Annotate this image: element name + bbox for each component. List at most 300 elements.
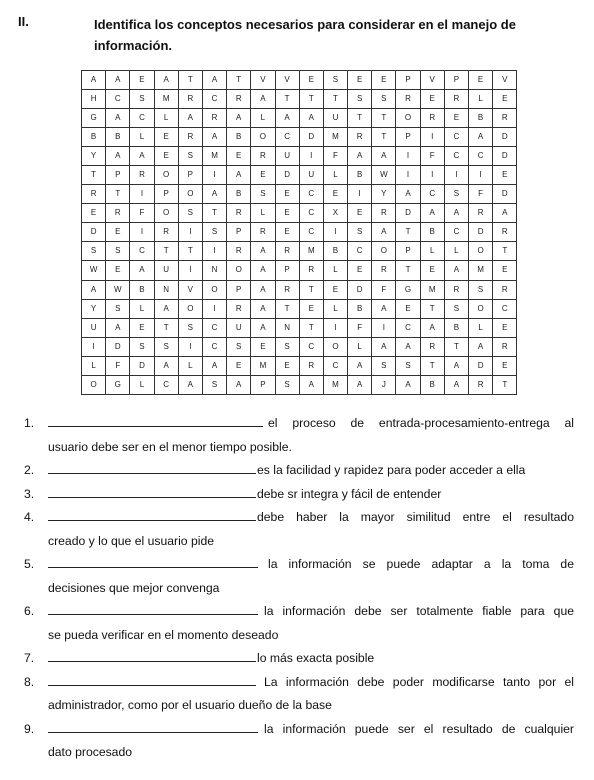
grid-cell[interactable]: A: [444, 375, 468, 394]
grid-cell[interactable]: R: [251, 147, 275, 166]
grid-cell[interactable]: R: [348, 128, 372, 147]
grid-cell[interactable]: C: [444, 223, 468, 242]
grid-cell[interactable]: S: [275, 337, 299, 356]
grid-cell[interactable]: E: [469, 71, 493, 90]
grid-cell[interactable]: R: [130, 166, 154, 185]
grid-cell[interactable]: L: [469, 90, 493, 109]
answer-blank[interactable]: [48, 648, 256, 662]
grid-cell[interactable]: C: [202, 337, 226, 356]
grid-cell[interactable]: E: [299, 71, 323, 90]
grid-cell[interactable]: R: [82, 185, 106, 204]
grid-cell[interactable]: T: [372, 109, 396, 128]
grid-cell[interactable]: T: [420, 356, 444, 375]
grid-cell[interactable]: E: [251, 166, 275, 185]
grid-cell[interactable]: S: [348, 90, 372, 109]
grid-cell[interactable]: T: [420, 299, 444, 318]
grid-cell[interactable]: B: [420, 375, 444, 394]
grid-cell[interactable]: T: [323, 90, 347, 109]
grid-cell[interactable]: A: [251, 280, 275, 299]
answer-blank[interactable]: [48, 672, 256, 686]
answer-blank[interactable]: [48, 507, 256, 521]
grid-cell[interactable]: R: [227, 299, 251, 318]
grid-cell[interactable]: T: [299, 318, 323, 337]
grid-cell[interactable]: C: [444, 147, 468, 166]
grid-cell[interactable]: E: [275, 204, 299, 223]
grid-cell[interactable]: L: [469, 318, 493, 337]
grid-cell[interactable]: E: [493, 261, 517, 280]
grid-cell[interactable]: P: [396, 71, 420, 90]
grid-cell[interactable]: C: [202, 318, 226, 337]
grid-cell[interactable]: N: [154, 280, 178, 299]
grid-cell[interactable]: E: [130, 318, 154, 337]
grid-cell[interactable]: A: [493, 204, 517, 223]
grid-cell[interactable]: R: [299, 356, 323, 375]
grid-cell[interactable]: O: [178, 299, 202, 318]
grid-cell[interactable]: C: [275, 128, 299, 147]
grid-cell[interactable]: F: [469, 185, 493, 204]
grid-cell[interactable]: A: [348, 147, 372, 166]
grid-cell[interactable]: D: [106, 337, 130, 356]
grid-cell[interactable]: R: [202, 109, 226, 128]
grid-cell[interactable]: T: [396, 261, 420, 280]
grid-cell[interactable]: B: [444, 318, 468, 337]
grid-cell[interactable]: I: [444, 166, 468, 185]
grid-cell[interactable]: A: [444, 356, 468, 375]
grid-cell[interactable]: C: [154, 375, 178, 394]
grid-cell[interactable]: S: [178, 147, 202, 166]
answer-blank[interactable]: [48, 460, 256, 474]
grid-cell[interactable]: A: [372, 299, 396, 318]
grid-cell[interactable]: E: [106, 223, 130, 242]
grid-cell[interactable]: I: [420, 128, 444, 147]
grid-cell[interactable]: M: [202, 147, 226, 166]
grid-cell[interactable]: E: [323, 280, 347, 299]
grid-cell[interactable]: A: [227, 109, 251, 128]
grid-cell[interactable]: T: [493, 375, 517, 394]
grid-cell[interactable]: E: [227, 147, 251, 166]
grid-cell[interactable]: T: [299, 90, 323, 109]
grid-cell[interactable]: T: [202, 204, 226, 223]
grid-cell[interactable]: T: [106, 185, 130, 204]
grid-cell[interactable]: I: [323, 318, 347, 337]
grid-cell[interactable]: A: [202, 185, 226, 204]
grid-cell[interactable]: A: [372, 337, 396, 356]
grid-cell[interactable]: E: [348, 204, 372, 223]
grid-cell[interactable]: P: [251, 375, 275, 394]
grid-cell[interactable]: S: [178, 204, 202, 223]
grid-cell[interactable]: G: [396, 280, 420, 299]
grid-cell[interactable]: D: [130, 356, 154, 375]
grid-cell[interactable]: C: [202, 90, 226, 109]
grid-cell[interactable]: J: [372, 375, 396, 394]
grid-cell[interactable]: F: [372, 280, 396, 299]
grid-cell[interactable]: S: [106, 299, 130, 318]
grid-cell[interactable]: A: [227, 166, 251, 185]
grid-cell[interactable]: S: [444, 299, 468, 318]
grid-cell[interactable]: D: [493, 128, 517, 147]
grid-cell[interactable]: G: [82, 109, 106, 128]
grid-cell[interactable]: C: [444, 128, 468, 147]
grid-cell[interactable]: I: [202, 242, 226, 261]
grid-cell[interactable]: P: [178, 166, 202, 185]
grid-cell[interactable]: O: [178, 185, 202, 204]
answer-blank[interactable]: [48, 484, 256, 498]
grid-cell[interactable]: T: [178, 71, 202, 90]
grid-cell[interactable]: D: [469, 223, 493, 242]
grid-cell[interactable]: I: [82, 337, 106, 356]
grid-cell[interactable]: E: [227, 356, 251, 375]
grid-cell[interactable]: U: [323, 109, 347, 128]
grid-cell[interactable]: A: [178, 375, 202, 394]
grid-cell[interactable]: L: [130, 299, 154, 318]
grid-cell[interactable]: I: [323, 223, 347, 242]
grid-cell[interactable]: S: [323, 71, 347, 90]
grid-cell[interactable]: L: [251, 109, 275, 128]
grid-cell[interactable]: S: [348, 223, 372, 242]
grid-cell[interactable]: E: [348, 71, 372, 90]
grid-cell[interactable]: A: [82, 280, 106, 299]
grid-cell[interactable]: T: [178, 242, 202, 261]
grid-cell[interactable]: R: [275, 242, 299, 261]
grid-cell[interactable]: C: [299, 204, 323, 223]
grid-cell[interactable]: E: [372, 71, 396, 90]
grid-cell[interactable]: T: [227, 71, 251, 90]
grid-cell[interactable]: R: [444, 280, 468, 299]
grid-cell[interactable]: E: [493, 318, 517, 337]
grid-cell[interactable]: A: [469, 337, 493, 356]
grid-cell[interactable]: I: [130, 185, 154, 204]
grid-cell[interactable]: O: [154, 204, 178, 223]
grid-cell[interactable]: U: [154, 261, 178, 280]
grid-cell[interactable]: T: [275, 90, 299, 109]
grid-cell[interactable]: P: [227, 223, 251, 242]
grid-cell[interactable]: E: [493, 166, 517, 185]
grid-cell[interactable]: O: [154, 166, 178, 185]
grid-cell[interactable]: L: [130, 128, 154, 147]
grid-cell[interactable]: O: [82, 375, 106, 394]
grid-cell[interactable]: E: [493, 356, 517, 375]
grid-cell[interactable]: I: [130, 223, 154, 242]
grid-cell[interactable]: C: [493, 299, 517, 318]
grid-cell[interactable]: L: [82, 356, 106, 375]
grid-cell[interactable]: A: [106, 71, 130, 90]
grid-cell[interactable]: E: [275, 185, 299, 204]
grid-cell[interactable]: I: [299, 147, 323, 166]
grid-cell[interactable]: B: [420, 223, 444, 242]
grid-cell[interactable]: V: [275, 71, 299, 90]
grid-cell[interactable]: R: [469, 204, 493, 223]
grid-cell[interactable]: A: [106, 109, 130, 128]
grid-cell[interactable]: O: [323, 337, 347, 356]
grid-cell[interactable]: I: [178, 261, 202, 280]
grid-cell[interactable]: P: [396, 128, 420, 147]
grid-cell[interactable]: T: [348, 109, 372, 128]
grid-cell[interactable]: D: [82, 223, 106, 242]
grid-cell[interactable]: A: [251, 318, 275, 337]
grid-cell[interactable]: S: [372, 356, 396, 375]
grid-cell[interactable]: A: [251, 299, 275, 318]
grid-cell[interactable]: O: [469, 242, 493, 261]
grid-cell[interactable]: E: [323, 185, 347, 204]
grid-cell[interactable]: V: [251, 71, 275, 90]
grid-cell[interactable]: S: [106, 242, 130, 261]
grid-cell[interactable]: T: [372, 128, 396, 147]
grid-cell[interactable]: B: [106, 128, 130, 147]
grid-cell[interactable]: I: [202, 299, 226, 318]
grid-cell[interactable]: A: [444, 261, 468, 280]
grid-cell[interactable]: A: [106, 318, 130, 337]
grid-cell[interactable]: S: [130, 90, 154, 109]
grid-cell[interactable]: S: [154, 337, 178, 356]
grid-cell[interactable]: D: [493, 185, 517, 204]
grid-cell[interactable]: A: [154, 299, 178, 318]
grid-cell[interactable]: L: [130, 375, 154, 394]
grid-cell[interactable]: C: [323, 356, 347, 375]
grid-cell[interactable]: T: [275, 299, 299, 318]
grid-cell[interactable]: U: [82, 318, 106, 337]
grid-cell[interactable]: A: [130, 261, 154, 280]
grid-cell[interactable]: E: [299, 299, 323, 318]
grid-cell[interactable]: A: [396, 337, 420, 356]
grid-cell[interactable]: S: [178, 318, 202, 337]
grid-cell[interactable]: L: [251, 204, 275, 223]
grid-cell[interactable]: B: [469, 109, 493, 128]
grid-cell[interactable]: P: [275, 261, 299, 280]
grid-cell[interactable]: F: [106, 356, 130, 375]
grid-cell[interactable]: O: [202, 280, 226, 299]
grid-cell[interactable]: G: [106, 375, 130, 394]
grid-cell[interactable]: A: [372, 223, 396, 242]
grid-cell[interactable]: A: [396, 375, 420, 394]
grid-cell[interactable]: U: [299, 166, 323, 185]
grid-cell[interactable]: O: [251, 128, 275, 147]
grid-cell[interactable]: A: [202, 71, 226, 90]
grid-cell[interactable]: M: [323, 128, 347, 147]
grid-cell[interactable]: L: [178, 356, 202, 375]
grid-cell[interactable]: S: [202, 223, 226, 242]
grid-cell[interactable]: S: [130, 337, 154, 356]
grid-cell[interactable]: D: [275, 166, 299, 185]
grid-cell[interactable]: R: [178, 128, 202, 147]
grid-cell[interactable]: A: [251, 90, 275, 109]
grid-cell[interactable]: W: [106, 280, 130, 299]
grid-cell[interactable]: A: [348, 375, 372, 394]
grid-cell[interactable]: A: [299, 109, 323, 128]
grid-cell[interactable]: M: [299, 242, 323, 261]
grid-cell[interactable]: R: [396, 90, 420, 109]
grid-cell[interactable]: V: [420, 71, 444, 90]
grid-cell[interactable]: C: [348, 242, 372, 261]
grid-cell[interactable]: H: [82, 90, 106, 109]
grid-cell[interactable]: R: [178, 90, 202, 109]
grid-cell[interactable]: C: [469, 147, 493, 166]
grid-cell[interactable]: E: [251, 337, 275, 356]
grid-cell[interactable]: Y: [82, 147, 106, 166]
grid-cell[interactable]: R: [227, 90, 251, 109]
grid-cell[interactable]: C: [130, 242, 154, 261]
grid-cell[interactable]: A: [227, 375, 251, 394]
grid-cell[interactable]: O: [469, 299, 493, 318]
grid-cell[interactable]: B: [348, 166, 372, 185]
grid-cell[interactable]: E: [275, 223, 299, 242]
grid-cell[interactable]: T: [444, 337, 468, 356]
grid-cell[interactable]: A: [178, 109, 202, 128]
grid-cell[interactable]: O: [372, 242, 396, 261]
grid-cell[interactable]: I: [348, 185, 372, 204]
grid-cell[interactable]: P: [227, 280, 251, 299]
grid-cell[interactable]: B: [130, 280, 154, 299]
grid-cell[interactable]: D: [469, 356, 493, 375]
grid-cell[interactable]: E: [154, 147, 178, 166]
answer-blank[interactable]: [48, 413, 263, 427]
grid-cell[interactable]: R: [106, 204, 130, 223]
grid-cell[interactable]: F: [323, 147, 347, 166]
grid-cell[interactable]: R: [469, 375, 493, 394]
grid-cell[interactable]: D: [348, 280, 372, 299]
grid-cell[interactable]: M: [469, 261, 493, 280]
grid-cell[interactable]: R: [493, 280, 517, 299]
grid-cell[interactable]: A: [420, 204, 444, 223]
grid-cell[interactable]: F: [348, 318, 372, 337]
grid-cell[interactable]: T: [396, 223, 420, 242]
grid-cell[interactable]: C: [106, 90, 130, 109]
grid-cell[interactable]: L: [348, 337, 372, 356]
grid-cell[interactable]: D: [493, 147, 517, 166]
grid-cell[interactable]: I: [396, 166, 420, 185]
grid-cell[interactable]: R: [493, 337, 517, 356]
grid-cell[interactable]: A: [444, 204, 468, 223]
grid-cell[interactable]: L: [323, 299, 347, 318]
grid-cell[interactable]: C: [299, 185, 323, 204]
grid-cell[interactable]: L: [323, 166, 347, 185]
grid-cell[interactable]: L: [444, 242, 468, 261]
grid-cell[interactable]: P: [396, 242, 420, 261]
grid-cell[interactable]: M: [420, 280, 444, 299]
grid-cell[interactable]: P: [154, 185, 178, 204]
grid-cell[interactable]: B: [348, 299, 372, 318]
grid-cell[interactable]: A: [202, 128, 226, 147]
grid-cell[interactable]: S: [372, 90, 396, 109]
grid-cell[interactable]: M: [154, 90, 178, 109]
grid-cell[interactable]: F: [130, 204, 154, 223]
grid-cell[interactable]: B: [323, 242, 347, 261]
grid-cell[interactable]: A: [106, 147, 130, 166]
grid-cell[interactable]: M: [323, 375, 347, 394]
answer-blank[interactable]: [48, 601, 258, 615]
grid-cell[interactable]: S: [444, 185, 468, 204]
grid-cell[interactable]: R: [227, 204, 251, 223]
grid-cell[interactable]: S: [251, 185, 275, 204]
grid-cell[interactable]: R: [444, 90, 468, 109]
grid-cell[interactable]: N: [202, 261, 226, 280]
grid-cell[interactable]: A: [420, 318, 444, 337]
grid-cell[interactable]: E: [348, 261, 372, 280]
grid-cell[interactable]: R: [493, 109, 517, 128]
grid-cell[interactable]: V: [178, 280, 202, 299]
grid-cell[interactable]: A: [299, 375, 323, 394]
grid-cell[interactable]: I: [202, 166, 226, 185]
grid-cell[interactable]: I: [178, 337, 202, 356]
grid-cell[interactable]: A: [275, 109, 299, 128]
grid-cell[interactable]: T: [493, 242, 517, 261]
grid-cell[interactable]: R: [372, 261, 396, 280]
grid-cell[interactable]: R: [420, 109, 444, 128]
grid-cell[interactable]: R: [275, 280, 299, 299]
grid-cell[interactable]: Y: [372, 185, 396, 204]
grid-cell[interactable]: P: [444, 71, 468, 90]
grid-cell[interactable]: I: [372, 318, 396, 337]
grid-cell[interactable]: I: [178, 223, 202, 242]
grid-cell[interactable]: L: [323, 261, 347, 280]
grid-cell[interactable]: R: [493, 223, 517, 242]
grid-cell[interactable]: A: [396, 185, 420, 204]
grid-cell[interactable]: T: [82, 166, 106, 185]
grid-cell[interactable]: W: [372, 166, 396, 185]
grid-cell[interactable]: E: [396, 299, 420, 318]
grid-cell[interactable]: S: [82, 242, 106, 261]
grid-cell[interactable]: T: [299, 280, 323, 299]
grid-cell[interactable]: R: [154, 223, 178, 242]
grid-cell[interactable]: C: [396, 318, 420, 337]
grid-cell[interactable]: A: [251, 242, 275, 261]
grid-cell[interactable]: C: [299, 223, 323, 242]
grid-cell[interactable]: A: [154, 356, 178, 375]
grid-cell[interactable]: E: [420, 261, 444, 280]
grid-cell[interactable]: S: [469, 280, 493, 299]
grid-cell[interactable]: R: [227, 242, 251, 261]
grid-cell[interactable]: A: [348, 356, 372, 375]
grid-cell[interactable]: M: [251, 356, 275, 375]
grid-cell[interactable]: E: [82, 204, 106, 223]
grid-cell[interactable]: R: [251, 223, 275, 242]
grid-cell[interactable]: S: [396, 356, 420, 375]
grid-cell[interactable]: A: [130, 147, 154, 166]
grid-cell[interactable]: O: [227, 261, 251, 280]
grid-cell[interactable]: S: [275, 375, 299, 394]
grid-cell[interactable]: D: [299, 128, 323, 147]
grid-cell[interactable]: E: [275, 356, 299, 375]
grid-cell[interactable]: A: [82, 71, 106, 90]
grid-cell[interactable]: A: [202, 356, 226, 375]
grid-cell[interactable]: O: [396, 109, 420, 128]
grid-cell[interactable]: A: [372, 147, 396, 166]
grid-cell[interactable]: E: [130, 71, 154, 90]
grid-cell[interactable]: S: [227, 337, 251, 356]
grid-cell[interactable]: X: [323, 204, 347, 223]
grid-cell[interactable]: R: [372, 204, 396, 223]
grid-cell[interactable]: L: [420, 242, 444, 261]
grid-cell[interactable]: B: [227, 128, 251, 147]
grid-cell[interactable]: A: [251, 261, 275, 280]
grid-cell[interactable]: A: [469, 128, 493, 147]
grid-cell[interactable]: T: [154, 242, 178, 261]
grid-cell[interactable]: D: [396, 204, 420, 223]
grid-cell[interactable]: C: [130, 109, 154, 128]
grid-cell[interactable]: S: [202, 375, 226, 394]
grid-cell[interactable]: F: [420, 147, 444, 166]
grid-cell[interactable]: I: [469, 166, 493, 185]
grid-cell[interactable]: E: [444, 109, 468, 128]
grid-cell[interactable]: U: [275, 147, 299, 166]
grid-cell[interactable]: E: [106, 261, 130, 280]
answer-blank[interactable]: [48, 554, 258, 568]
grid-cell[interactable]: R: [299, 261, 323, 280]
grid-cell[interactable]: I: [396, 147, 420, 166]
grid-cell[interactable]: W: [82, 261, 106, 280]
grid-cell[interactable]: E: [420, 90, 444, 109]
grid-cell[interactable]: B: [82, 128, 106, 147]
grid-cell[interactable]: E: [154, 128, 178, 147]
